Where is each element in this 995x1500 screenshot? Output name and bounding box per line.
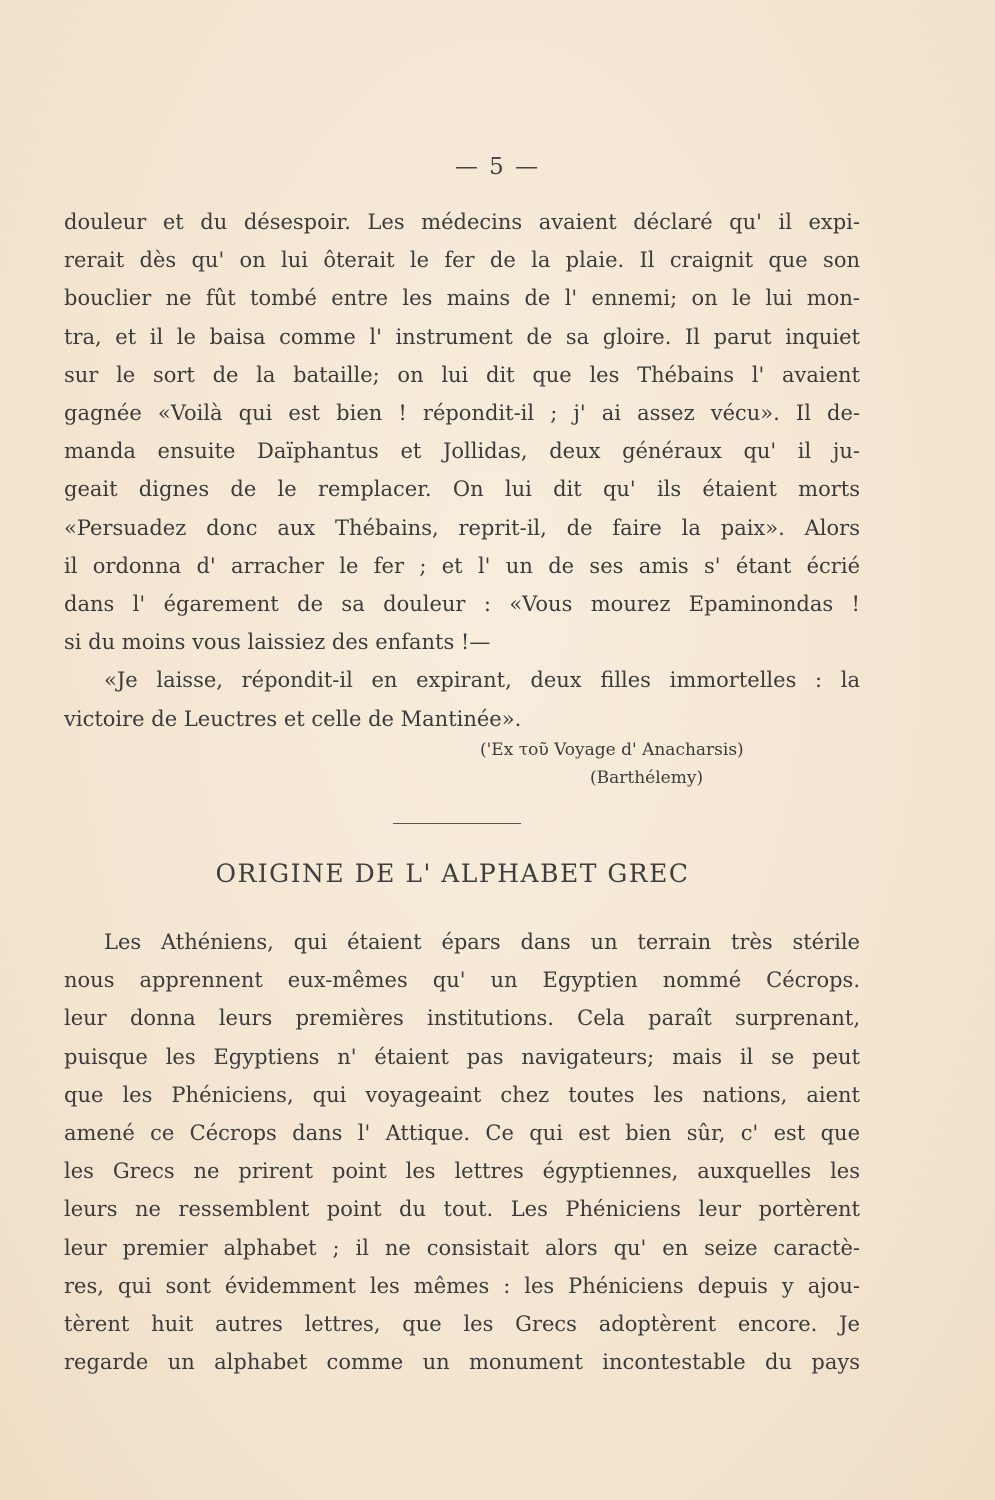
text-line: sur le sort de la bataille; on lui dit que les Thébains l' avaient [64, 362, 860, 387]
text-line: geait dignes de le remplacer. On lui dit qu' ils étaient morts [64, 477, 860, 502]
text-line: victoire de Leuctres et celle de Mantinée». [64, 706, 522, 731]
text-line: tra, et il le baisa comme l' instrument de sa gloire. Il parut inquiet [64, 324, 860, 349]
text-line: dans l' égarement de sa douleur : «Vous mourez Epaminondas ! [64, 592, 860, 617]
text-line: amené ce Cécrops dans l' Attique. Ce qui est bien sûr, c' est que [64, 1121, 860, 1146]
section-title: ORIGINE DE L' ALPHABET GREC [215, 859, 690, 888]
page-number: — 5 — [454, 154, 541, 180]
text-line: «Je laisse, répondit-il en expirant, deux filles immortelles : la [104, 668, 860, 693]
text-line: regarde un alphabet comme un monument incontestable du pays [64, 1350, 860, 1375]
text-line: leur donna leurs premières institutions. Cela paraît surprenant, [64, 1006, 860, 1031]
text-line: leur premier alphabet ; il ne consistait alors qu' en seize caractè- [64, 1235, 860, 1260]
source-line-work: ('Ex τοῦ Voyage d' Anacharsis) [480, 740, 744, 760]
text-line: rerait dès qu' on lui ôterait le fer de la plaie. Il craignit que son [64, 248, 860, 273]
paragraph-epaminondas [64, 203, 860, 738]
text-line: manda ensuite Daïphantus et Jollidas, deux généraux qu' il ju- [64, 439, 860, 464]
text-line: tèrent huit autres lettres, que les Grecs adoptèrent encore. Je [64, 1312, 860, 1337]
text-line: douleur et du désespoir. Les médecins avaient déclaré qu' il expi- [64, 210, 860, 234]
text-line: il ordonna d' arracher le fer ; et l' un de ses amis s' étant écrié [64, 553, 860, 578]
source-line-author: (Barthélemy) [590, 768, 704, 788]
text-line: Les Athéniens, qui étaient épars dans un terrain très stérile [104, 930, 860, 954]
text-line: res, qui sont évidemment les mêmes : les Phéniciens depuis y ajou- [64, 1273, 860, 1298]
text-line: gagnée «Voilà qui est bien ! répondit-il ; j' ai assez vécu». Il de- [64, 401, 860, 426]
text-line: bouclier ne fût tombé entre les mains de l' ennemi; on le lui mon- [64, 286, 860, 311]
text-line: «Persuadez donc aux Thébains, reprit-il, de faire la paix». Alors [64, 515, 860, 540]
paragraph-alphabet [64, 923, 860, 1381]
text-line: leurs ne ressemblent point du tout. Les Phéniciens leur portèrent [64, 1197, 860, 1222]
text-line: que les Phéniciens, qui voyageaint chez toutes les nations, aient [64, 1082, 860, 1107]
text-line: les Grecs ne prirent point les lettres égyptiennes, auxquelles les [64, 1159, 860, 1184]
section-divider [393, 823, 521, 824]
source-citation [480, 736, 840, 792]
text-line: nous apprennent eux-mêmes qu' un Egyptien nommé Cécrops. [64, 968, 860, 993]
text-line: puisque les Egyptiens n' étaient pas navigateurs; mais il se peut [64, 1044, 860, 1069]
text-line: si du moins vous laissiez des enfants !— [64, 630, 491, 655]
